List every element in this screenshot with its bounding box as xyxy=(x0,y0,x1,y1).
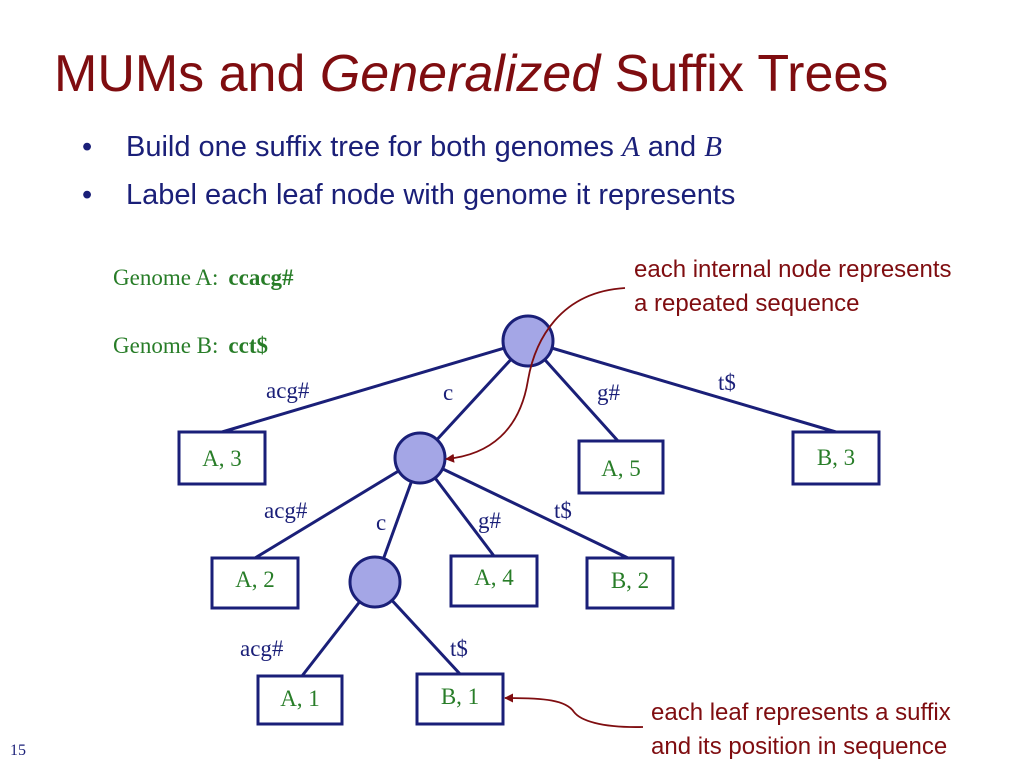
leaf-node xyxy=(579,441,663,493)
leaf-node xyxy=(417,674,503,724)
bullet-dot-icon: • xyxy=(82,131,93,163)
edge-label: g# xyxy=(478,508,501,533)
leaf-node xyxy=(587,558,673,608)
leaf-node xyxy=(451,556,537,606)
bullet-1-var-a: A xyxy=(622,131,640,163)
genome-b-sequence: cct$ xyxy=(228,333,268,358)
leaf-label: B, 3 xyxy=(816,445,856,470)
callout-line: each leaf represents a suffix xyxy=(651,699,951,726)
internal-node xyxy=(395,433,445,483)
leaf-label: A, 4 xyxy=(474,565,514,590)
callout-line: and its position in sequence xyxy=(651,733,948,760)
bullet-2-text: Label each leaf node with genome it represents xyxy=(126,179,736,211)
bullet-1-text: Build one suffix tree for both genomes xyxy=(126,131,614,163)
edge-root-b3 xyxy=(528,341,836,432)
leaf-label: B, 2 xyxy=(610,568,650,593)
internal-node xyxy=(350,557,400,607)
bullet-dot-icon: • xyxy=(82,179,93,211)
leaf-label: A, 1 xyxy=(280,686,320,711)
slide-number: 15 xyxy=(10,742,26,759)
edge-label: g# xyxy=(597,380,620,405)
genome-b-label: Genome B: xyxy=(113,333,219,358)
genome-a-sequence: ccacg# xyxy=(228,265,294,290)
bullet-1-mid: and xyxy=(647,131,697,163)
leaf-node xyxy=(179,432,265,484)
leaf-arrow xyxy=(505,698,643,727)
leaf-callout xyxy=(651,696,951,764)
leaf-node xyxy=(258,676,342,724)
internal-node-root xyxy=(503,316,553,366)
edge-label: acg# xyxy=(240,636,284,661)
edge-label: t$ xyxy=(450,636,468,661)
internal-node-callout xyxy=(634,253,952,321)
leaf-label: A, 2 xyxy=(235,567,275,592)
leaf-label: A, 5 xyxy=(601,456,641,481)
leaf-node xyxy=(793,432,879,484)
title-post: Suffix Trees xyxy=(614,45,889,103)
edge-label: c xyxy=(443,380,454,405)
title-italic: Generalized xyxy=(319,45,601,103)
title-pre: MUMs and xyxy=(54,45,306,103)
edge-label: c xyxy=(376,510,387,535)
edge-label: t$ xyxy=(554,498,572,523)
callout-line: a repeated sequence xyxy=(634,290,860,317)
leaf-label: B, 1 xyxy=(440,684,480,709)
edge-label: t$ xyxy=(718,370,736,395)
edge-label: acg# xyxy=(266,378,310,403)
leaf-label: A, 3 xyxy=(202,446,242,471)
genome-a-label: Genome A: xyxy=(113,265,219,290)
internal-node-arrow xyxy=(446,288,625,459)
callout-line: each internal node represents xyxy=(634,256,952,283)
edge-label: acg# xyxy=(264,498,308,523)
bullet-1-var-b: B xyxy=(704,131,722,163)
leaf-node xyxy=(212,558,298,608)
